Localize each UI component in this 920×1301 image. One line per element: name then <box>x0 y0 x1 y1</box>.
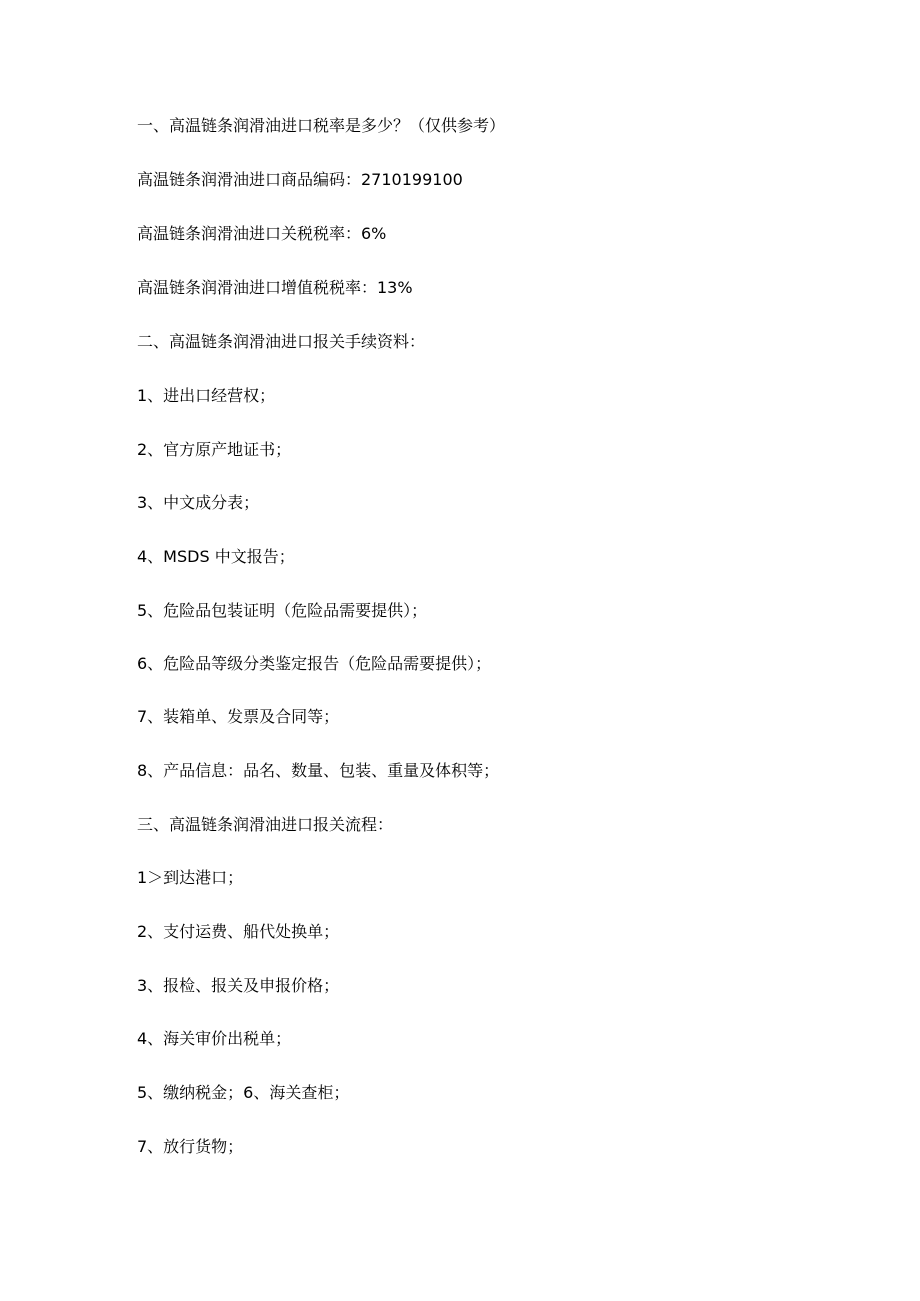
document-item: 5、危险品包装证明（危险品需要提供）； <box>137 601 428 620</box>
document-item: 3、中文成分表； <box>137 493 260 512</box>
section-heading-tax-rate: 一、高温链条润滑油进口税率是多少？（仅供参考） <box>137 116 506 135</box>
section-heading-documents: 二、高温链条润滑油进口报关手续资料： <box>137 332 426 351</box>
section-heading-process: 三、高温链条润滑油进口报关流程： <box>137 815 394 834</box>
document-item: 2、官方原产地证书； <box>137 440 292 459</box>
process-step: 2、支付运费、船代处换单； <box>137 922 340 941</box>
vat-rate-line: 高温链条润滑油进口增值税税率：13% <box>137 278 413 297</box>
document-item: 4、MSDS 中文报告； <box>137 547 295 566</box>
commodity-code-line: 高温链条润滑油进口商品编码：2710199100 <box>137 170 463 189</box>
process-step: 7、放行货物； <box>137 1137 244 1156</box>
document-item: 6、危险品等级分类鉴定报告（危险品需要提供）； <box>137 654 492 673</box>
process-step: 5、缴纳税金；6、海关查柜； <box>137 1083 350 1102</box>
process-step: 1＞到达港口； <box>137 868 244 887</box>
document-item: 7、装箱单、发票及合同等； <box>137 707 340 726</box>
document-item: 8、产品信息：品名、数量、包装、重量及体积等； <box>137 761 500 780</box>
tariff-rate-line: 高温链条润滑油进口关税税率：6% <box>137 224 387 243</box>
document-item: 1、进出口经营权； <box>137 386 276 405</box>
process-step: 3、报检、报关及申报价格； <box>137 976 340 995</box>
process-step: 4、海关审价出税单； <box>137 1029 292 1048</box>
